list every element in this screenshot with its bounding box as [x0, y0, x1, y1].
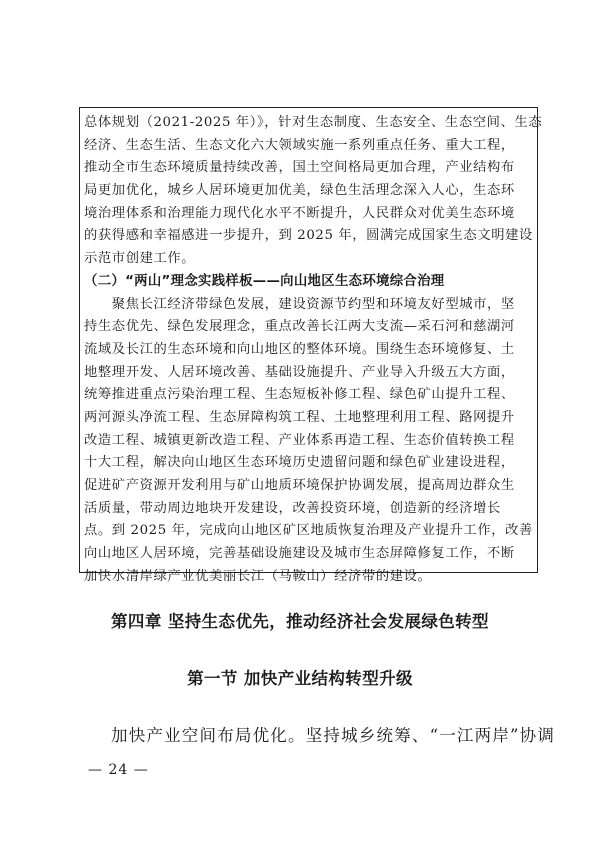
highlight-box-text	[84, 112, 543, 588]
box-line: 活质量，带动周边地块开发建设，改善投资环境，创造新的经济增长	[84, 500, 501, 516]
box-line: 加快水清岸绿产业优美丽长江（马鞍山）经济带的建设。	[84, 568, 432, 584]
box-line: 向山地区人居环境，完善基础设施建设及城市生态屏障修复工作，不断	[84, 546, 515, 562]
box-line: 两河源头净流工程、生态屏障构筑工程、土地整理利用工程、路网提升	[84, 409, 515, 425]
page-number: — 24 —	[88, 762, 149, 778]
box-line: 的获得感和幸福感进一步提升，到 2025 年，圆满完成国家生态文明建设	[84, 228, 533, 244]
box-line: 境治理体系和治理能力现代化水平不断提升，人民群众对优美生态环境	[84, 205, 515, 221]
box-line: 改造工程、城镇更新改造工程、产业体系再造工程、生态价值转换工程	[84, 432, 515, 448]
box-line: 统筹推进重点污染治理工程、生态短板补修工程、绿色矿山提升工程、	[84, 387, 515, 403]
box-line: 局更加优化，城乡人居环境更加优美，绿色生活理念深入人心，生态环	[84, 183, 515, 199]
box-line: 流域及长江的生态环境和向山地区的整体环境。围绕生态环境修复、土	[84, 341, 515, 357]
box-line: 十大工程，解决向山地区生态环境历史遗留问题和绿色矿业建设进程，	[84, 455, 515, 471]
box-line: 聚焦长江经济带绿色发展，建设资源节约型和环境友好型城市，坚	[84, 296, 515, 312]
box-line: 示范市创建工作。	[84, 251, 196, 267]
box-line: 地整理开发、人居环境改善、基础设施提升、产业导入升级五大方面，	[84, 364, 515, 380]
box-line: 推动全市生态环境质量持续改善，国土空间格局更加合理，产业结构布	[84, 160, 515, 176]
box-line: 持生态优先、绿色发展理念，重点改善长江两大支流—采石河和慈湖河	[84, 319, 515, 335]
section-title: 第一节 加快产业结构转型升级	[187, 669, 413, 688]
box-subheading: （二）“两山”理念实践样板——向山地区生态环境综合治理	[84, 273, 445, 289]
chapter-title: 第四章 坚持生态优先，推动经济社会发展绿色转型	[111, 612, 489, 631]
box-line: 促进矿产资源开发利用与矿山地质环境保护协调发展，提高周边群众生	[84, 478, 515, 493]
box-line: 经济、生态生活、生态文化六大领域实施一系列重点任务、重大工程，	[84, 137, 515, 153]
box-line: 点。到 2025 年，完成向山地区矿区地质恢复治理及产业提升工作，改善	[84, 523, 533, 539]
box-line: 总体规划（2021-2025 年）》，针对生态制度、生态安全、生态空间、生态	[84, 115, 543, 130]
body-paragraph: 加快产业空间布局优化。坚持城乡统筹、“一江两岸”协调	[111, 726, 556, 745]
